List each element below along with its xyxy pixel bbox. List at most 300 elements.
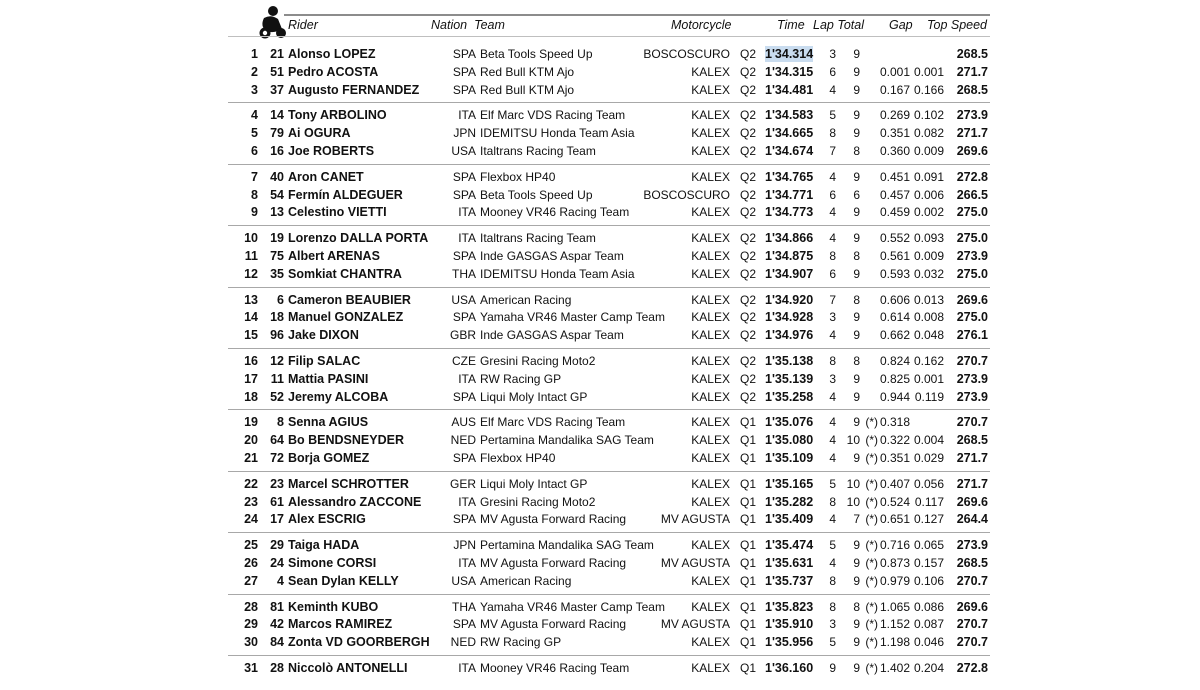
header-nation-team: Nation Team	[431, 18, 505, 32]
gap-to-previous: 0.009	[913, 144, 944, 158]
total-laps: 9	[853, 108, 860, 123]
team-name: Elf Marc VDS Racing Team	[480, 108, 626, 123]
lap-time: 1'34.976	[765, 328, 814, 343]
table-row[interactable]	[228, 554, 990, 572]
motorcycle: KALEX	[691, 476, 730, 491]
team-name: Inde GASGAS Aspar Team	[480, 328, 624, 343]
top-speed: 275.0	[956, 266, 988, 281]
position: 26	[244, 556, 258, 570]
session: Q2	[740, 144, 757, 158]
total-laps: 9	[853, 47, 860, 61]
lap-time: 1'35.138	[765, 354, 814, 368]
best-lap: 3	[829, 310, 836, 325]
best-lap: 8	[829, 126, 836, 141]
gap-to-first: 0.457	[879, 187, 910, 202]
table-row[interactable]	[228, 449, 990, 467]
top-speed: 273.9	[956, 389, 988, 404]
gap-to-previous: 0.093	[913, 231, 944, 246]
header-rider: Rider	[288, 18, 318, 32]
top-speed: 273.9	[956, 108, 988, 123]
top-speed: 276.1	[956, 328, 988, 343]
best-lap: 4	[829, 512, 836, 527]
session: Q1	[740, 556, 757, 570]
rider-name: Augusto FERNANDEZ	[288, 82, 420, 97]
session: Q2	[740, 389, 757, 404]
gap-to-first: 0.662	[879, 328, 910, 343]
header-time: Time	[777, 18, 805, 32]
header-top-speed: Top Speed	[927, 18, 988, 32]
motorcycle: KALEX	[691, 126, 730, 141]
total-laps: 8	[853, 249, 860, 263]
position: 10	[244, 231, 258, 246]
table-row[interactable]	[228, 203, 990, 221]
team-name: Gresini Racing Moto2	[480, 354, 596, 368]
best-lap: 5	[829, 476, 836, 491]
team-name: Liqui Moly Intact GP	[480, 389, 588, 404]
nation-code: THA	[452, 266, 476, 281]
gap-to-first: 0.561	[879, 249, 910, 263]
position: 16	[244, 354, 258, 368]
gap-to-first: 1.198	[879, 635, 910, 650]
rider-number: 42	[270, 617, 284, 632]
lap-time: 1'34.866	[765, 231, 814, 246]
session: Q1	[740, 433, 757, 448]
gap-to-first: 0.944	[879, 389, 910, 404]
top-speed: 269.6	[956, 144, 988, 158]
q1-marker: (*)	[865, 661, 878, 675]
best-lap: 4	[829, 205, 836, 220]
total-laps: 8	[853, 144, 860, 158]
group-separator	[228, 594, 990, 595]
total-laps: 9	[853, 266, 860, 281]
table-row[interactable]	[228, 598, 990, 616]
position: 23	[244, 494, 258, 509]
session: Q1	[740, 512, 757, 527]
nation-code: AUS	[451, 415, 476, 430]
top-speed: 273.9	[956, 538, 988, 553]
total-laps: 8	[853, 354, 860, 368]
rider-number: 18	[270, 310, 284, 325]
position: 17	[244, 371, 258, 386]
total-laps: 10	[846, 494, 860, 509]
total-laps: 9	[853, 415, 860, 430]
top-speed: 269.6	[956, 599, 988, 614]
total-laps: 9	[853, 635, 860, 650]
rider-number: 35	[270, 266, 284, 281]
rider-number: 29	[270, 538, 284, 553]
nation-code: SPA	[452, 249, 476, 263]
best-lap: 4	[829, 328, 836, 343]
lap-time: 1'35.139	[765, 371, 814, 386]
rider-name: Senna AGIUS	[288, 415, 369, 430]
gap-to-previous: 0.086	[913, 599, 944, 614]
position: 14	[244, 310, 258, 325]
total-laps: 9	[853, 573, 860, 588]
total-laps: 9	[853, 231, 860, 246]
best-lap: 3	[829, 617, 836, 632]
position: 8	[251, 187, 258, 202]
q1-marker: (*)	[865, 599, 878, 614]
gap-to-previous: 0.117	[914, 494, 944, 509]
top-speed: 268.5	[956, 82, 988, 97]
gap-to-previous: 0.157	[913, 556, 944, 570]
top-speed: 269.6	[956, 292, 988, 307]
header-top-rule	[284, 14, 990, 16]
total-laps: 9	[853, 310, 860, 325]
rider-number: 19	[270, 231, 284, 246]
group-separator	[228, 409, 990, 410]
table-row[interactable]	[228, 572, 990, 590]
gap-to-first: 0.824	[879, 354, 910, 368]
q1-marker: (*)	[865, 617, 878, 632]
team-name: Liqui Moly Intact GP	[480, 476, 588, 491]
total-laps: 9	[853, 556, 860, 570]
q1-marker: (*)	[865, 476, 878, 491]
nation-code: USA	[451, 292, 476, 307]
gap-to-first: 0.716	[879, 538, 910, 553]
session: Q2	[740, 108, 757, 123]
motorcycle: KALEX	[691, 266, 730, 281]
table-row[interactable]	[228, 265, 990, 283]
table-row[interactable]	[228, 510, 990, 528]
team-name: Pertamina Mandalika SAG Team	[480, 538, 654, 553]
table-row[interactable]	[228, 229, 990, 247]
table-row[interactable]	[228, 370, 990, 388]
gap-to-first: 0.979	[879, 573, 910, 588]
lap-time: 1'34.315	[765, 64, 814, 79]
gap-to-previous: 0.091	[913, 169, 944, 184]
gap-to-first: 0.651	[879, 512, 910, 527]
best-lap: 7	[829, 292, 836, 307]
group-separator	[228, 532, 990, 533]
rider-number: 96	[270, 328, 284, 343]
rider-number: 21	[270, 47, 284, 61]
best-lap: 4	[829, 231, 836, 246]
nation-code: GBR	[449, 328, 476, 343]
best-lap: 5	[829, 635, 836, 650]
motorcycle: KALEX	[691, 433, 730, 448]
session: Q1	[740, 661, 757, 675]
position: 25	[244, 538, 258, 553]
rider-name: Marcos RAMIREZ	[288, 617, 393, 632]
position: 13	[244, 292, 258, 307]
gap-to-first: 0.318	[879, 415, 910, 430]
position: 19	[244, 415, 258, 430]
rider-name: Aron CANET	[288, 169, 364, 184]
table-row[interactable]	[228, 308, 990, 326]
team-name: MV Agusta Forward Racing	[480, 617, 627, 632]
top-speed: 271.7	[956, 451, 988, 465]
motorcycle: KALEX	[691, 205, 730, 220]
best-lap: 7	[829, 144, 836, 158]
table-row[interactable]	[228, 124, 990, 142]
lap-time: 1'34.771	[765, 187, 814, 202]
best-lap: 4	[829, 433, 836, 448]
table-row[interactable]	[228, 615, 990, 633]
rider-number: 28	[270, 661, 284, 675]
total-laps: 9	[853, 451, 860, 465]
team-name: Red Bull KTM Ajo	[480, 64, 575, 79]
gap-to-first: 1.065	[879, 599, 910, 614]
nation-code: THA	[452, 599, 476, 614]
table-row[interactable]	[228, 168, 990, 186]
nation-code: ITA	[458, 205, 476, 220]
table-row[interactable]	[228, 633, 990, 651]
session: Q2	[740, 169, 757, 184]
gap-to-first: 0.873	[879, 556, 910, 570]
rider-number: 72	[270, 451, 284, 465]
table-row[interactable]	[228, 291, 990, 309]
team-name: Beta Tools Speed Up	[480, 187, 593, 202]
header-bottom-rule	[228, 36, 990, 37]
rider-name: Taiga HADA	[288, 538, 360, 553]
team-name: Italtrans Racing Team	[480, 231, 596, 246]
rider-number: 75	[270, 249, 284, 263]
top-speed: 273.9	[956, 249, 988, 263]
motorcycle: MV AGUSTA	[660, 556, 730, 570]
top-speed: 270.7	[956, 354, 988, 368]
total-laps: 9	[853, 661, 860, 675]
rider-name: Manuel GONZALEZ	[288, 310, 404, 325]
rider-name: Mattia PASINI	[288, 371, 369, 386]
top-speed: 273.9	[956, 371, 988, 386]
nation-code: ITA	[458, 371, 476, 386]
gap-to-previous: 0.029	[913, 451, 944, 465]
rider-name: Lorenzo DALLA PORTA	[288, 231, 429, 246]
rider-number: 11	[270, 371, 284, 386]
table-row[interactable]	[228, 352, 990, 370]
nation-code: SPA	[452, 187, 476, 202]
team-name: IDEMITSU Honda Team Asia	[480, 126, 635, 141]
table-row[interactable]	[228, 326, 990, 344]
team-name: Pertamina Mandalika SAG Team	[480, 433, 654, 448]
gap-to-first: 0.407	[879, 476, 910, 491]
rider-name: Joe ROBERTS	[288, 144, 375, 158]
motorcycle-rider-icon	[254, 4, 288, 40]
table-row[interactable]	[228, 106, 990, 124]
rider-name: Jeremy ALCOBA	[288, 389, 389, 404]
nation-code: NED	[450, 433, 476, 448]
motorcycle: KALEX	[691, 82, 730, 97]
table-row[interactable]	[228, 45, 990, 63]
top-speed: 264.4	[956, 512, 988, 527]
gap-to-first: 0.459	[879, 205, 910, 220]
top-speed: 268.5	[956, 433, 988, 448]
position: 27	[244, 573, 258, 588]
position: 20	[244, 433, 258, 448]
table-row[interactable]	[228, 142, 990, 160]
best-lap: 8	[829, 354, 836, 368]
session: Q1	[740, 635, 757, 650]
gap-to-previous: 0.001	[913, 64, 944, 79]
motorcycle: KALEX	[691, 354, 730, 368]
motorcycle: KALEX	[691, 249, 730, 263]
q1-marker: (*)	[865, 635, 878, 650]
total-laps: 9	[853, 169, 860, 184]
rider-name: Sean Dylan KELLY	[288, 573, 399, 588]
motorcycle: KALEX	[691, 635, 730, 650]
best-lap: 3	[829, 47, 836, 61]
motorcycle: BOSCOSCURO	[643, 187, 730, 202]
nation-code: SPA	[452, 617, 476, 632]
session: Q1	[740, 573, 757, 588]
team-name: American Racing	[480, 573, 572, 588]
position: 2	[251, 64, 258, 79]
session: Q1	[740, 415, 757, 430]
rider-name: Simone CORSI	[288, 556, 377, 570]
rider-number: 84	[270, 635, 284, 650]
top-speed: 275.0	[956, 205, 988, 220]
nation-code: SPA	[452, 451, 476, 465]
best-lap: 4	[829, 169, 836, 184]
rider-name: Ai OGURA	[288, 126, 351, 141]
gap-to-previous: 0.127	[913, 512, 944, 527]
rider-name: Niccolò ANTONELLI	[288, 661, 408, 675]
rider-number: 24	[270, 556, 284, 570]
rider-name: Albert ARENAS	[288, 249, 380, 263]
top-speed: 271.7	[956, 126, 988, 141]
gap-to-first: 0.269	[879, 108, 910, 123]
header-gap: Gap	[889, 18, 913, 32]
position: 31	[244, 661, 258, 675]
session: Q2	[740, 292, 757, 307]
position: 18	[244, 389, 258, 404]
q1-marker: (*)	[865, 451, 878, 465]
position: 1	[251, 47, 258, 61]
team-name: Mooney VR46 Racing Team	[480, 661, 630, 675]
lap-time: 1'35.631	[765, 556, 814, 570]
table-row[interactable]	[228, 413, 990, 431]
motorcycle: KALEX	[691, 144, 730, 158]
lap-time: 1'34.583	[765, 108, 814, 123]
rider-number: 4	[277, 573, 284, 588]
top-speed: 270.7	[956, 617, 988, 632]
total-laps: 9	[853, 82, 860, 97]
table-row[interactable]	[228, 431, 990, 449]
motorcycle: KALEX	[691, 494, 730, 509]
rider-number: 6	[277, 292, 284, 307]
rider-name: Celestino VIETTI	[288, 205, 387, 220]
top-speed: 275.0	[956, 310, 988, 325]
rider-name: Alonso LOPEZ	[288, 47, 376, 61]
nation-code: SPA	[452, 310, 476, 325]
top-speed: 275.0	[956, 231, 988, 246]
session: Q2	[740, 231, 757, 246]
rider-name: Alex ESCRIG	[288, 512, 366, 527]
session: Q2	[740, 82, 757, 97]
q1-marker: (*)	[865, 415, 878, 430]
gap-to-previous: 0.002	[913, 205, 944, 220]
nation-code: SPA	[452, 64, 476, 79]
total-laps: 10	[846, 433, 860, 448]
rider-number: 61	[270, 494, 284, 509]
rider-name: Alessandro ZACCONE	[288, 494, 422, 509]
table-row[interactable]	[228, 388, 990, 406]
group-separator	[228, 287, 990, 288]
lap-time: 1'35.165	[765, 476, 814, 491]
rider-number: 14	[270, 108, 284, 123]
lap-time: 1'34.765	[765, 169, 814, 184]
table-row[interactable]	[228, 493, 990, 511]
total-laps: 8	[853, 292, 860, 307]
gap-to-previous: 0.166	[913, 82, 944, 97]
table-row[interactable]	[228, 475, 990, 493]
top-speed: 269.6	[956, 494, 988, 509]
position: 28	[244, 599, 258, 614]
gap-to-first: 1.402	[879, 661, 910, 675]
gap-to-previous: 0.001	[913, 371, 944, 386]
team-name: Gresini Racing Moto2	[480, 494, 596, 509]
position: 9	[251, 205, 258, 220]
q1-marker: (*)	[865, 494, 878, 509]
group-separator	[228, 102, 990, 103]
nation-code: ITA	[458, 494, 476, 509]
gap-to-first: 0.614	[879, 310, 910, 325]
team-name: Beta Tools Speed Up	[480, 47, 593, 61]
rider-number: 40	[270, 169, 284, 184]
total-laps: 9	[853, 64, 860, 79]
lap-time: 1'34.920	[765, 292, 814, 307]
nation-code: ITA	[458, 231, 476, 246]
gap-to-first: 0.001	[879, 64, 910, 79]
gap-to-first: 0.552	[879, 231, 910, 246]
best-lap: 4	[829, 389, 836, 404]
session: Q1	[740, 617, 757, 632]
session: Q2	[740, 266, 757, 281]
q1-marker: (*)	[865, 512, 878, 527]
team-name: Red Bull KTM Ajo	[480, 82, 575, 97]
gap-to-first: 0.351	[879, 126, 910, 141]
table-row[interactable]	[228, 63, 990, 81]
best-lap: 4	[829, 415, 836, 430]
gap-to-previous: 0.009	[913, 249, 944, 263]
total-laps: 9	[853, 205, 860, 220]
group-separator	[228, 655, 990, 656]
gap-to-previous: 0.006	[913, 187, 944, 202]
rider-number: 23	[270, 476, 284, 491]
lap-time: 1'34.314	[765, 47, 814, 61]
team-name: Inde GASGAS Aspar Team	[480, 249, 624, 263]
total-laps: 9	[853, 328, 860, 343]
lap-time: 1'35.258	[765, 389, 814, 404]
table-row[interactable]	[228, 247, 990, 265]
lap-time: 1'34.674	[765, 144, 814, 158]
team-name: Yamaha VR46 Master Camp Team	[480, 310, 665, 325]
best-lap: 8	[829, 599, 836, 614]
gap-to-previous: 0.204	[913, 661, 944, 675]
session: Q2	[740, 126, 757, 141]
lap-time: 1'34.773	[765, 205, 814, 220]
gap-to-previous: 0.102	[913, 108, 944, 123]
rider-name: Bo BENDSNEYDER	[288, 433, 404, 448]
rider-name: Keminth KUBO	[288, 599, 379, 614]
best-lap: 8	[829, 573, 836, 588]
nation-code: ITA	[458, 108, 476, 123]
table-row[interactable]	[228, 659, 990, 677]
table-row[interactable]	[228, 536, 990, 554]
table-row[interactable]	[228, 81, 990, 99]
table-row[interactable]	[228, 186, 990, 204]
nation-code: ITA	[458, 661, 476, 675]
gap-to-first: 0.167	[879, 82, 910, 97]
gap-to-first: 0.825	[879, 371, 910, 386]
lap-time: 1'35.282	[765, 494, 814, 509]
motorcycle: KALEX	[691, 310, 730, 325]
team-name: MV Agusta Forward Racing	[480, 556, 627, 570]
session: Q2	[740, 64, 757, 79]
team-name: Flexbox HP40	[480, 451, 556, 465]
session: Q1	[740, 599, 757, 614]
